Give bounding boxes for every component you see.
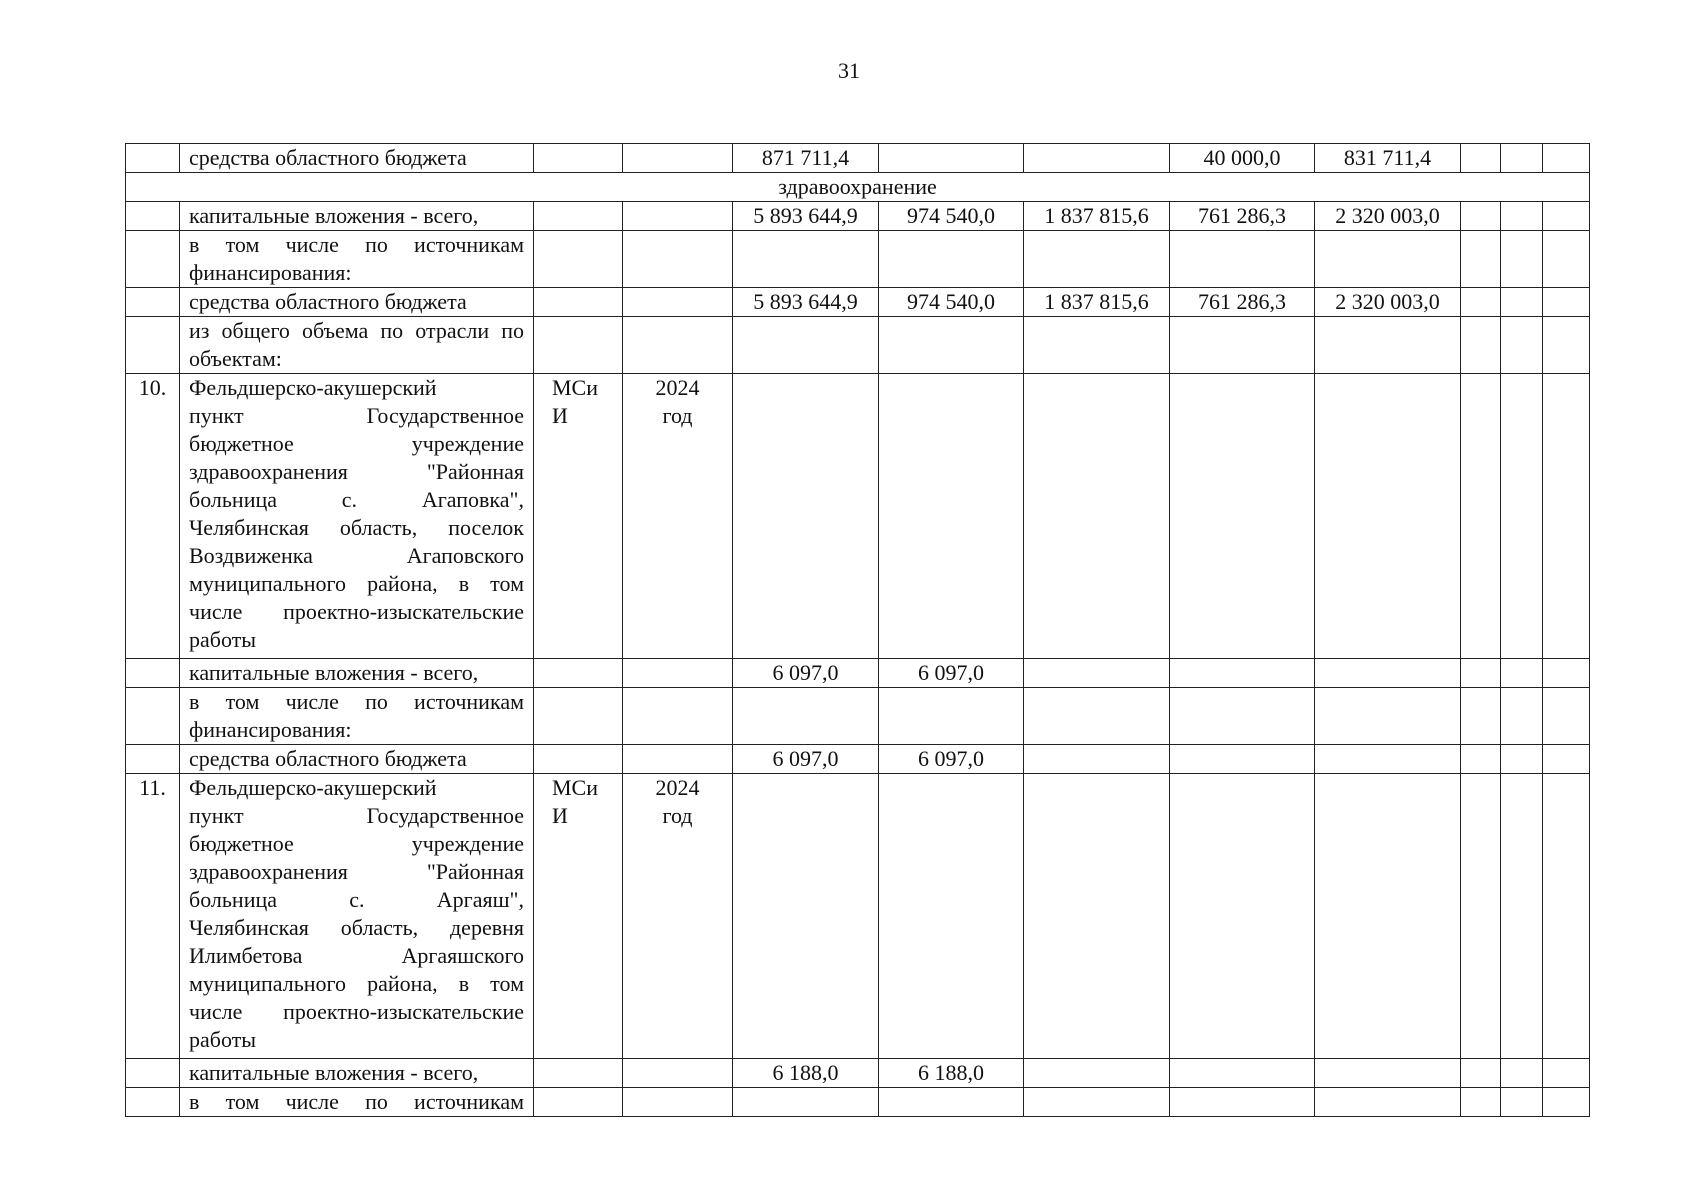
year-2027-cell: 831 711,4 bbox=[1315, 144, 1461, 173]
year-2024-cell: 6 188,0 bbox=[879, 1059, 1024, 1088]
year-cell: 2024 год bbox=[623, 774, 733, 1059]
table-row bbox=[126, 288, 1590, 317]
section-header-row bbox=[126, 173, 1590, 202]
total-cell: 6 097,0 bbox=[733, 745, 879, 774]
row-label: из общего объема по отрасли по объектам: bbox=[180, 317, 534, 374]
page-number: 31 bbox=[838, 58, 860, 83]
total-cell: 6 188,0 bbox=[733, 1059, 879, 1088]
total-cell: 871 711,4 bbox=[733, 144, 879, 173]
year-2024-cell: 974 540,0 bbox=[879, 288, 1024, 317]
object-row bbox=[126, 374, 1590, 659]
object-name: Фельдшерско-акушерский пункт Государственное бюджетное учреждение здравоохранения "Районная больница с. Агаповка", Челябинская область, поселок Воздвиженка Агаповского муниципального района, в том числе проектно-изыскательские работы bbox=[180, 374, 534, 659]
row-label: капитальные вложения - всего, bbox=[180, 659, 534, 688]
year-2027-cell: 2 320 003,0 bbox=[1315, 202, 1461, 231]
table-row bbox=[126, 144, 1590, 173]
customer-cell: МСи И bbox=[534, 774, 623, 1059]
row-label: в том числе по источникам финансирования: bbox=[180, 231, 534, 288]
row-label: средства областного бюджета bbox=[180, 144, 534, 173]
object-number: 11. bbox=[126, 774, 180, 1059]
year-2024-cell: 6 097,0 bbox=[879, 659, 1024, 688]
year-2027-cell: 2 320 003,0 bbox=[1315, 288, 1461, 317]
total-cell: 5 893 644,9 bbox=[733, 288, 879, 317]
row-label: средства областного бюджета bbox=[180, 288, 534, 317]
table-row bbox=[126, 745, 1590, 774]
capital-investment-table bbox=[125, 143, 1590, 1117]
total-cell: 6 097,0 bbox=[733, 659, 879, 688]
table-row bbox=[126, 202, 1590, 231]
object-number: 10. bbox=[126, 374, 180, 659]
year-cell: 2024 год bbox=[623, 374, 733, 659]
table-row bbox=[126, 1059, 1590, 1088]
row-label: в том числе по источникам финансирования: bbox=[180, 688, 534, 745]
customer-cell: МСи И bbox=[534, 374, 623, 659]
table-row bbox=[126, 1088, 1590, 1117]
year-2026-cell: 761 286,3 bbox=[1170, 288, 1315, 317]
row-label: капитальные вложения - всего, bbox=[180, 202, 534, 231]
year-2024-cell: 974 540,0 bbox=[879, 202, 1024, 231]
table-row bbox=[126, 688, 1590, 745]
table-row bbox=[126, 659, 1590, 688]
table-row bbox=[126, 231, 1590, 288]
row-label: средства областного бюджета bbox=[180, 745, 534, 774]
object-row bbox=[126, 774, 1590, 1059]
year-2025-cell: 1 837 815,6 bbox=[1024, 202, 1170, 231]
year-2025-cell: 1 837 815,6 bbox=[1024, 288, 1170, 317]
row-number-cell bbox=[126, 144, 180, 173]
section-title: здравоохранение bbox=[126, 173, 1590, 202]
year-2024-cell: 6 097,0 bbox=[879, 745, 1024, 774]
total-cell: 5 893 644,9 bbox=[733, 202, 879, 231]
row-label: в том числе по источникам bbox=[180, 1088, 534, 1117]
object-name: Фельдшерско-акушерский пункт Государственное бюджетное учреждение здравоохранения "Районная больница с. Аргаяш", Челябинская область, деревня Илимбетова Аргаяшского муниципального района, в том числе проектно-изыскательские работы bbox=[180, 774, 534, 1059]
year-2026-cell: 40 000,0 bbox=[1170, 144, 1315, 173]
table-row bbox=[126, 317, 1590, 374]
row-label: капитальные вложения - всего, bbox=[180, 1059, 534, 1088]
year-2026-cell: 761 286,3 bbox=[1170, 202, 1315, 231]
